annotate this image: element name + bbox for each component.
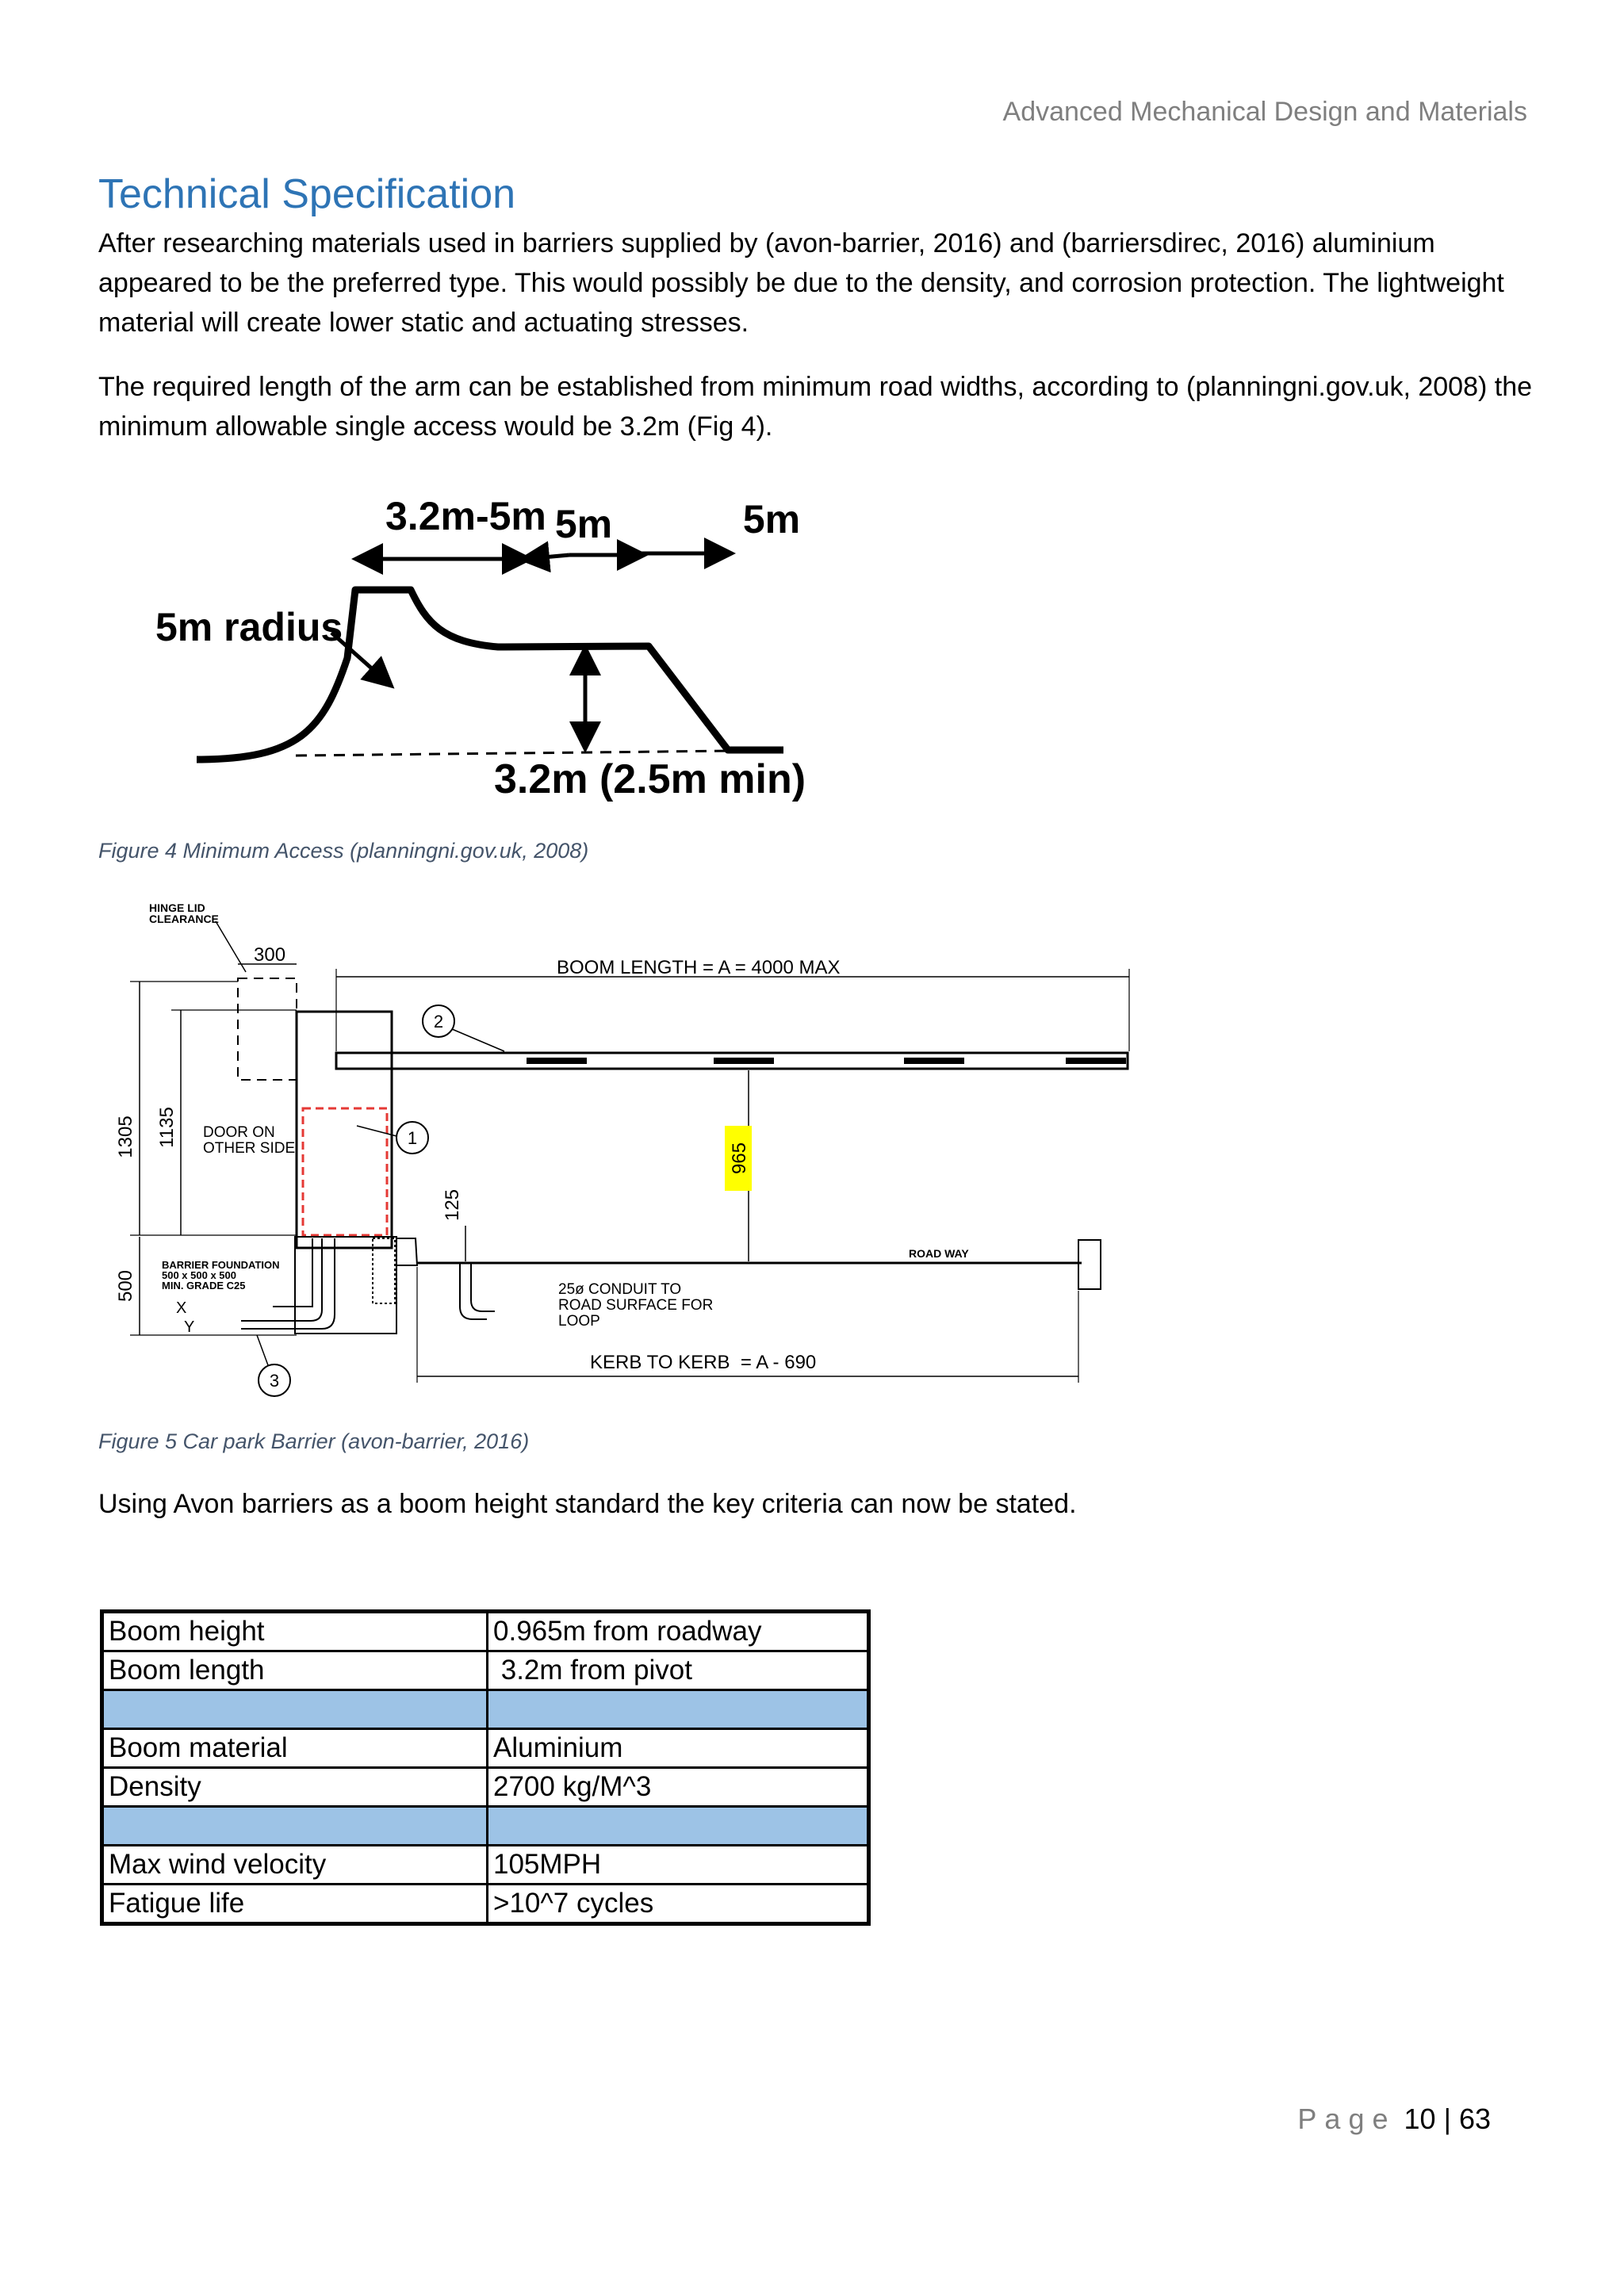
dim-arrow-2 (526, 555, 569, 559)
label-conduit-1: 25ø CONDUIT TO (558, 1281, 682, 1298)
barrier-housing (297, 1012, 392, 1248)
table-row (102, 1846, 869, 1885)
table-row (102, 1651, 869, 1690)
table-cell-label: Boom length (102, 1651, 488, 1690)
label-foundation-2: 500 x 500 x 500 (162, 1269, 236, 1281)
label-y: Y (184, 1318, 195, 1336)
callout-number-3: 3 (269, 1371, 280, 1391)
table-row (102, 1612, 869, 1651)
total-pages: 63 (1458, 2103, 1491, 2135)
label-door-1: DOOR ON (203, 1124, 275, 1141)
label-kerb-to-kerb: KERB TO KERB = A - 690 (590, 1352, 817, 1373)
label-hinge-1: HINGE LID (149, 901, 205, 914)
table-row (102, 1729, 869, 1768)
callout-number-1: 1 (407, 1128, 418, 1148)
figure-car-park-barrier (98, 894, 1153, 1402)
boom-stripes (527, 1058, 1126, 1064)
label-1305: 1305 (115, 1115, 136, 1158)
label-965: 965 (729, 1142, 750, 1175)
table-cell-value: 0.965m from roadway (488, 1612, 869, 1651)
specification-table (100, 1609, 871, 1926)
table-cell-value: Aluminium (488, 1729, 869, 1768)
running-header: Advanced Mechanical Design and Materials (1002, 97, 1527, 127)
label-1135: 1135 (156, 1107, 178, 1148)
paragraph-criteria: Using Avon barriers as a boom height standard the key criteria can now be stated. (98, 1489, 1077, 1519)
paragraph-materials: After researching materials used in barriers supplied by (avon-barrier, 2016) and (barriersdirec, 2016) aluminium appeared to be the preferred type. This would possibly be due to the density, and corrosion protection. The lightweight material will create lower static and actuating stresses. (98, 228, 1504, 338)
boom-end-post (1078, 1240, 1101, 1289)
label-5m-radius: 5m radius (155, 605, 343, 649)
table-row (102, 1768, 869, 1807)
label-300: 300 (254, 944, 286, 966)
label-x: X (176, 1299, 187, 1317)
table-cell-value: >10^7 cycles (488, 1885, 869, 1924)
label-5m-b: 5m (742, 497, 801, 541)
label-conduit-3: LOOP (558, 1313, 600, 1330)
label-road-width: 3.2m (2.5m min) (494, 756, 806, 802)
label-500: 500 (115, 1269, 136, 1303)
door-outline (303, 1108, 387, 1235)
figure-4-caption: Figure 4 Minimum Access (planningni.gov.uk, 2008) (98, 839, 589, 863)
label-conduit-2: ROAD SURFACE FOR (558, 1297, 714, 1314)
table-row (102, 1885, 869, 1924)
callout-number-2: 2 (433, 1012, 444, 1031)
table-cell-label: Boom height (102, 1612, 488, 1651)
figure-5-caption: Figure 5 Car park Barrier (avon-barrier, 2016) (98, 1429, 530, 1453)
baseline-dashed (296, 751, 736, 756)
table-cell-value: 105MPH (488, 1846, 869, 1885)
foundation-block (295, 1237, 396, 1334)
label-5m-a: 5m (554, 502, 613, 546)
section-title: Technical Specification (98, 171, 516, 217)
table-cell-value: 2700 kg/M^3 (488, 1768, 869, 1807)
table-cell-value (488, 1690, 869, 1729)
label-foundation-3: MIN. GRADE C25 (162, 1280, 246, 1292)
table-separator-row (102, 1690, 869, 1729)
page-footer (1297, 2103, 1491, 2136)
label-125: 125 (442, 1188, 463, 1222)
table-separator-row (102, 1807, 869, 1846)
table-cell-value: 3.2m from pivot (488, 1651, 869, 1690)
table-cell-label: Max wind velocity (102, 1846, 488, 1885)
conduit-road-2 (471, 1263, 495, 1311)
table-cell-label: Fatigue life (102, 1885, 488, 1924)
hinge-clearance-box (238, 978, 297, 1080)
table-cell-label: Boom material (102, 1729, 488, 1768)
table-cell-value (488, 1807, 869, 1846)
kerb-left (396, 1238, 417, 1265)
label-boom-length: BOOM LENGTH = A = 4000 MAX (557, 957, 841, 978)
table-cell-label: Density (102, 1768, 488, 1807)
label-3-2m-5m: 3.2m-5m (385, 494, 546, 538)
table-cell-label (102, 1807, 488, 1846)
page-number: 10 (1404, 2103, 1436, 2135)
page-word: Page (1297, 2103, 1396, 2135)
label-road-way: ROAD WAY (909, 1247, 969, 1260)
figure-minimum-access (94, 468, 934, 825)
label-foundation-1: BARRIER FOUNDATION (162, 1259, 280, 1271)
label-hinge-2: CLEARANCE (149, 913, 219, 925)
label-door-2: OTHER SIDE (203, 1140, 296, 1157)
page-separator: | (1443, 2103, 1451, 2135)
conduit-2 (241, 1238, 322, 1321)
paragraph-arm-length: The required length of the arm can be established from minimum road widths, according to (planningni.gov.uk, 2008) the minimum allowable single access would be 3.2m (Fig 4). (98, 372, 1533, 442)
table-cell-label (102, 1690, 488, 1729)
